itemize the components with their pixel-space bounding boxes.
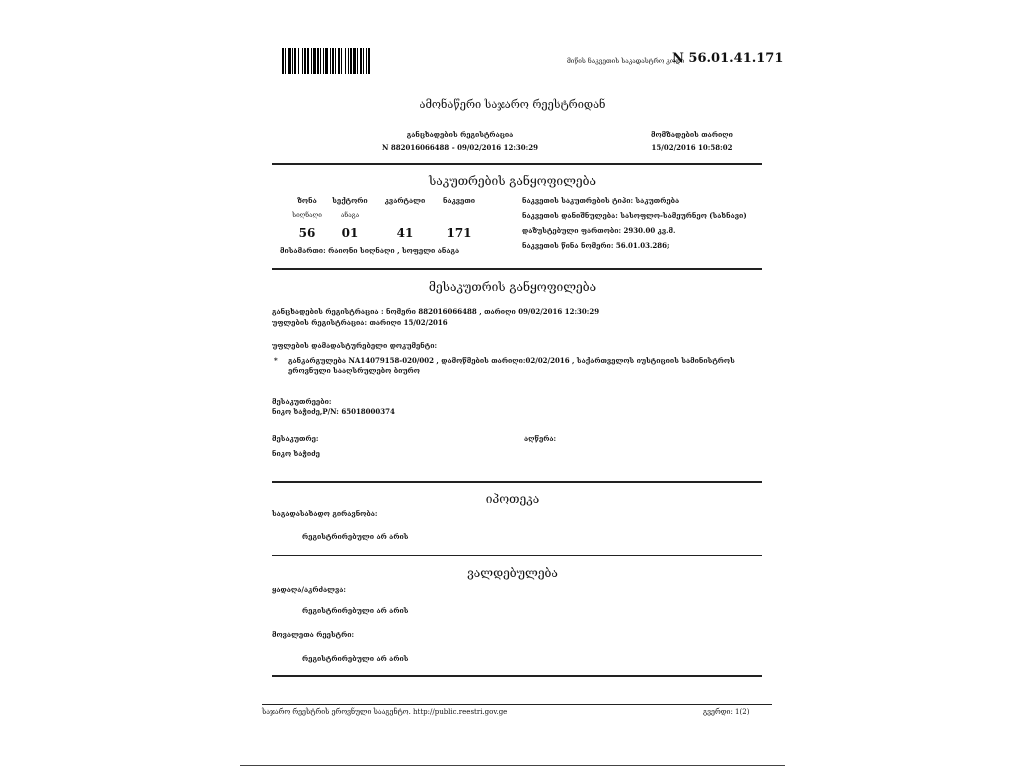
footer-left: საჯარო რეესტრის ეროვნული სააგენტო. http://public.reestri.gov.ge bbox=[262, 708, 508, 716]
owner-label: მესაკუთრე: bbox=[272, 434, 319, 443]
page-bottom-edge bbox=[240, 765, 785, 766]
divider bbox=[272, 163, 762, 165]
doc-bullet: * bbox=[274, 356, 278, 365]
col-sub-sector: ანაგა bbox=[340, 211, 360, 219]
divider bbox=[272, 555, 762, 556]
prepared-label: მომზადების თარიღი bbox=[651, 130, 733, 139]
col-value-quarter: 41 bbox=[396, 226, 414, 240]
property-address: მისამართი: რაიონი სიღნაღი , სოფელი ანაგა bbox=[280, 246, 460, 255]
col-label-sector: სექტორი bbox=[332, 196, 368, 205]
col-value-parcel: 171 bbox=[446, 226, 472, 240]
divider bbox=[272, 481, 762, 483]
docs-label: უფლების დამადასტურებელი დოკუმენტი: bbox=[272, 341, 438, 350]
col-sub-zone: სიღნაღი bbox=[292, 211, 322, 219]
footer-rule bbox=[262, 704, 772, 705]
detail-previous-number: ნაკვეთის წინა ნომერი: 56.01.03.286; bbox=[522, 241, 670, 250]
debt-label-1: ყადაღა/აკრძალვა: bbox=[272, 585, 346, 594]
debt-title: ვალდებულება bbox=[467, 566, 558, 580]
owner-value: ნიკო ხაჭიძე bbox=[272, 449, 320, 458]
document-page bbox=[240, 0, 785, 768]
doc-item: განკარგულება NA14079158-020/002 , დამოწმების თარიღი:02/02/2016 , საქართველოს იუსტიციის სამინისტროს bbox=[288, 356, 735, 365]
cert-number: N 56.01.41.171 bbox=[672, 51, 784, 66]
page-number: გვერდი: 1(2) bbox=[703, 708, 750, 716]
mortgage-value: რეგისტრირებული არ არის bbox=[302, 532, 409, 541]
registration-label: განცხადების რეგისტრაცია bbox=[406, 130, 514, 139]
owner-registration-line: უფლების რეგისტრაცია: თარიღი 15/02/2016 bbox=[272, 318, 448, 327]
col-label-parcel: ნაკვეთი bbox=[442, 196, 476, 205]
property-title: საკუთრების განყოფილება bbox=[429, 174, 596, 188]
debt-value-1: რეგისტრირებული არ არის bbox=[302, 606, 409, 615]
detail-purpose: ნაკვეთის დანიშნულება: სასოფლო-სამეურნეო (სახნავი) bbox=[522, 211, 747, 220]
prepared-value: 15/02/2016 10:58:02 bbox=[651, 143, 733, 152]
debt-value-2: რეგისტრირებული არ არის bbox=[302, 654, 409, 663]
owner-application-line: განცხადების რეგისტრაცია : ნომერი 882016066488 , თარიღი 09/02/2016 12:30:29 bbox=[272, 307, 600, 316]
col-label-zone: ზონა bbox=[297, 196, 317, 205]
divider bbox=[272, 268, 762, 270]
col-value-zone: 56 bbox=[298, 226, 316, 240]
debt-label-2: მოვალეთა რეესტრი: bbox=[272, 630, 355, 639]
mortgage-title: იპოთეკა bbox=[485, 492, 540, 506]
detail-ownership-type: ნაკვეთის საკუთრების ტიპი: საკუთრება bbox=[522, 196, 680, 205]
owner-title: მესაკუთრის განყოფილება bbox=[428, 280, 597, 294]
mortgage-label: საგადასახადო გირავნობა: bbox=[272, 509, 378, 518]
share-label: აღწერა: bbox=[524, 434, 557, 443]
cert-label: მიწის ნაკვეთის საკადასტრო კოდი bbox=[567, 57, 685, 65]
barcode bbox=[282, 48, 464, 74]
detail-area: დაზუსტებული ფართობი: 2930.00 კვ.მ. bbox=[522, 226, 676, 235]
col-label-quarter: კვარტალი bbox=[384, 196, 426, 205]
registration-value: N 882016066488 - 09/02/2016 12:30:29 bbox=[382, 143, 538, 152]
owners-value: ნიკო ხაჭიძე,P/N: 65018000374 bbox=[272, 407, 395, 416]
doc-item-continued: ეროვნული სააღსრულებო ბიურო bbox=[288, 366, 420, 375]
col-value-sector: 01 bbox=[341, 226, 359, 240]
barcode-bar bbox=[370, 48, 373, 74]
agency-title: ამონაწერი საჯარო რეესტრიდან bbox=[419, 98, 606, 111]
owners-label: მესაკუთრეები: bbox=[272, 397, 332, 406]
divider bbox=[272, 675, 762, 677]
